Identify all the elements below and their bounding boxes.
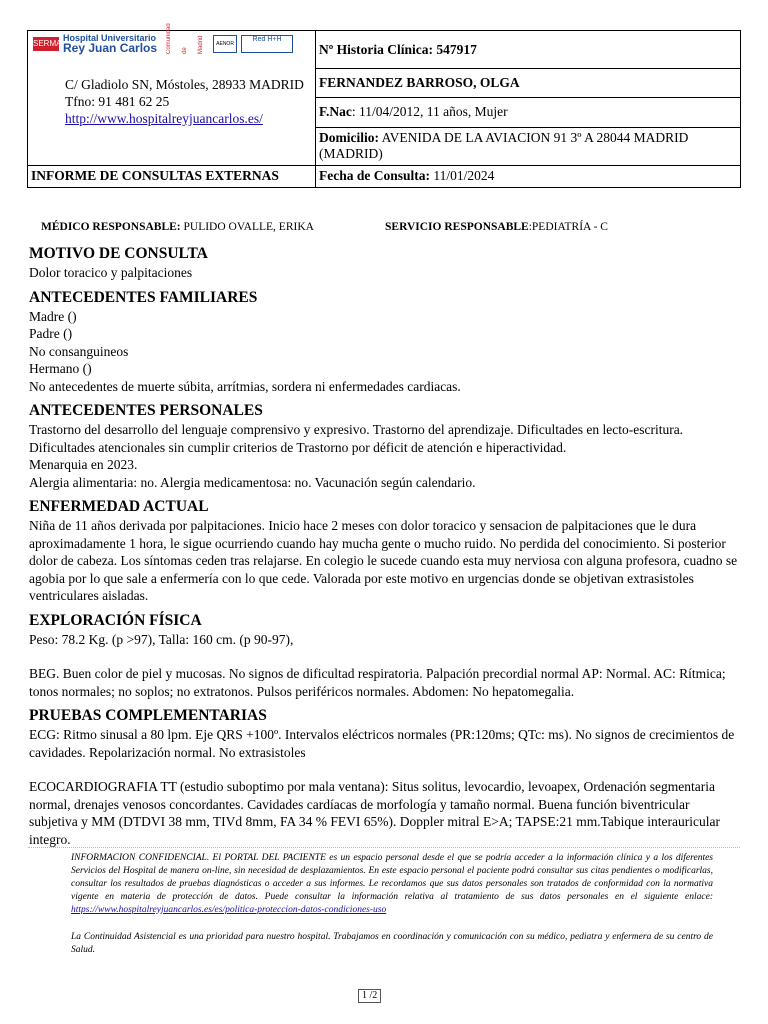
service-responsible xyxy=(385,221,608,233)
hospital-info-cell xyxy=(28,23,316,128)
motivo-line: Dolor toracico y palpitaciones xyxy=(29,265,193,280)
hospital-phone: Tfno: 91 481 62 25 xyxy=(65,94,170,109)
confidential-notice xyxy=(71,852,713,917)
familiares-line: No consanguineos xyxy=(29,343,129,359)
doctor-value: PULIDO OVALLE, ERIKA xyxy=(180,221,314,233)
enfermedad-text: Niña de 11 años derivada por palpitaciones. Inicio hace 2 meses con dolor toracico y sensacion de palpitaciones que le dura aproximadamente 1 hora, le sigue ocurriendo cuando hay mucha gente o mucho ruido. No perdida del conocimiento. Si posterior dolor de cabeza. Los síntomas ceden tras relajarse. En colegio le sucede cuando esta muy nerviosa con alguna profesora, cuadno se agobia por lo que sale a enfermería con lo que cede. Valorada por este motivo en urgencias donde se objetivan extrasistoles ventriculares aisladas. xyxy=(29,518,738,603)
aenor-badge-icon: AENOR xyxy=(213,35,237,53)
consult-date-cell xyxy=(316,165,741,187)
domicile-label: Domicilio: xyxy=(319,130,379,145)
history-value: 547917 xyxy=(436,41,477,57)
section-motivo-title: MOTIVO DE CONSULTA xyxy=(29,245,208,262)
empty-left-cell xyxy=(28,127,316,165)
familiares-line: No antecedentes de muerte súbita, arrítmias, sordera ni enfermedades cardiacas. xyxy=(29,378,461,394)
consult-date-label: Fecha de Consulta: xyxy=(319,168,430,183)
confidential-footer xyxy=(28,847,740,957)
hospital-logo-text xyxy=(63,34,157,54)
history-cell xyxy=(316,31,741,69)
section-exploracion-title: EXPLORACIÓN FÍSICA xyxy=(29,611,202,629)
pruebas-eco: ECOCARDIOGRAFIA TT (estudio suboptimo por mala ventana): Situs solitus, levocardio, levoapex, Ordenación segmentaria normal, drenajes venosos concordantes. Cavidades cardíacas de morfología y tamaño normal. Buena función biventricular subjetiva y MM (DTDVI 38 mm, TIVd 8mm, FA 34 % FEVI 65%). Doppler mitral E>A; TAPSE:21 mm.Tabique interauricular integro. xyxy=(29,779,720,847)
familiares-line: Hermano () xyxy=(29,361,92,376)
page-total: 2 xyxy=(372,990,378,1001)
exploracion-findings: BEG. Buen color de piel y mucosas. No signos de dificultad respiratoria. Palpación precordial normal AP: Normal. AC: Rítmica; tonos normales; no soplos; no extratonos. Pulsos periféricos normales. Abdomen: No hepatomegalia. xyxy=(29,666,726,699)
patient-name: FERNANDEZ BARROSO, OLGA xyxy=(316,69,741,98)
exploracion-measurements: Peso: 78.2 Kg. (p >97), Talla: 160 cm. (p 90-97), xyxy=(29,631,294,647)
birth-value: : 11/04/2012, 11 años, Mujer xyxy=(351,104,508,120)
report-title: INFORME DE CONSULTAS EXTERNAS xyxy=(28,165,316,187)
doctor-responsible xyxy=(41,221,314,233)
hospital-logo xyxy=(33,23,312,55)
hospital-address-block xyxy=(65,76,312,127)
hospital-website-link[interactable]: http://www.hospitalreyjuancarlos.es/ xyxy=(65,111,263,126)
consult-date-value: 11/01/2024 xyxy=(430,168,495,183)
page-indicator xyxy=(358,989,381,1003)
section-familiares-title: ANTECEDENTES FAMILIARES xyxy=(29,288,258,306)
page-current: 1 xyxy=(362,990,367,1001)
doctor-label: MÉDICO RESPONSABLE: xyxy=(41,221,181,233)
logo-line2: Rey Juan Carlos xyxy=(63,41,158,55)
section-personales-title: ANTECEDENTES PERSONALES xyxy=(29,402,263,419)
hospital-address: C/ Gladiolo SN, Móstoles, 28933 MADRID xyxy=(65,77,304,92)
sermas-logo-icon: SERMAS xyxy=(33,37,59,51)
continuity-notice: La Continuidad Asistencial es una prioridad para nuestro hospital. Trabajamos en coordinación y comunicación con su médico, pediatra y enfermera de su centro de Salud. xyxy=(71,932,713,955)
personales-line: Alergia alimentaria: no. Alergia medicamentosa: no. Vacunación según calendario. xyxy=(29,474,476,490)
service-label: SERVICIO RESPONSABLE xyxy=(385,221,529,233)
logo-line1: Hospital Universitario xyxy=(63,33,157,43)
pruebas-ecg: ECG: Ritmo sinusal a 80 lpm. Eje QRS +100º. Intervalos eléctricos normales (PR:120ms; QTc: ms). No signos de crecimientos de cavidades. Repolarización normal. No extrasistoles xyxy=(29,727,735,760)
privacy-policy-link[interactable]: https://www.hospitalreyjuancarlos.es/es/politica-proteccion-datos-condiciones-uso xyxy=(71,905,387,915)
personales-line: Menarquia en 2023. xyxy=(29,457,138,472)
familiares-line: Madre () xyxy=(29,308,77,324)
personales-line: Dificultades atencionales sin cumplir criterios de Trastorno por déficit de atención e hiperactividad. xyxy=(29,439,567,455)
comunidad-madrid-logo-icon: Comunidad de Madrid xyxy=(166,23,205,54)
page-separator: / xyxy=(369,990,373,1001)
birth-label: F.Nac xyxy=(319,104,352,120)
familiares-line: Padre () xyxy=(29,326,73,341)
network-logo-icon: Red H+H xyxy=(241,35,293,53)
service-value: :PEDIATRÍA - C xyxy=(528,221,608,233)
domicile-cell xyxy=(316,127,741,165)
confidential-text: INFORMACION CONFIDENCIAL. El PORTAL DEL PACIENTE es un espacio personal desde el que se podría acceder a la información clínica y a los diferentes Servicios del Hospital de manera on-line, sin necesidad de desplazamientos. En este espacio personal el paciente podrá consultar sus citas pendientes o modificarlas, consultar los resultados de pruebas diagnósticas o acceder a sus informes. Le recordamos que sus datos personales son tratados de conformidad con la normativa vigente en materia de protección de datos. Puede consultar la información relativa al tratamiento de sus datos personales en el siguiente enlace: xyxy=(71,853,713,902)
domicile-value: AVENIDA DE LA AVIACION 91 3º A 28044 MADRID (MADRID) xyxy=(319,130,689,161)
report-body xyxy=(29,244,741,848)
section-enfermedad-title: ENFERMEDAD ACTUAL xyxy=(29,498,209,515)
section-pruebas-title: PRUEBAS COMPLEMENTARIAS xyxy=(29,707,267,724)
birth-cell xyxy=(316,98,741,127)
history-label: Nº Historia Clínica: xyxy=(319,41,433,57)
header-table xyxy=(27,23,741,188)
personales-line: Trastorno del desarrollo del lenguaje comprensivo y expresivo. Trastorno del aprendizaje. Dificultades en lecto-escritura. xyxy=(29,422,684,437)
